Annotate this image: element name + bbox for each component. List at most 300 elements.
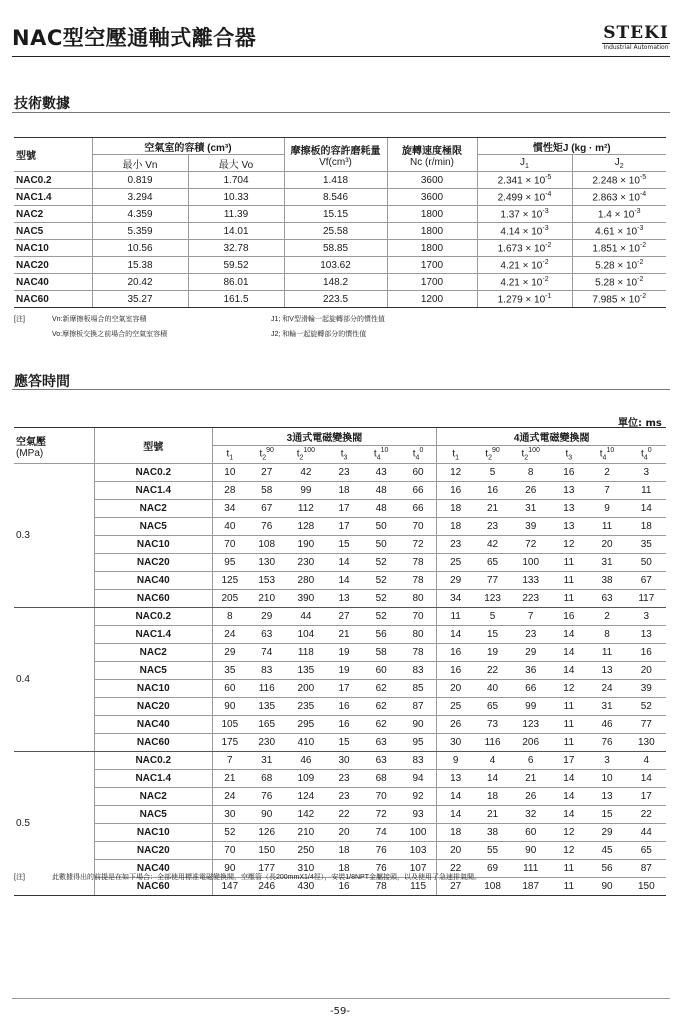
resp-row [14,788,666,806]
time-cell: 15 [325,734,362,752]
time-cell: 65 [474,698,511,716]
time-cell: 14 [550,806,587,824]
time-cell: 99 [286,482,325,500]
time-cell: 20 [627,662,666,680]
time-cell: 66 [400,482,437,500]
tech-note-3: J1; 和V型滑輪一起旋轉部分的慣性值 [271,316,385,323]
resp-row [14,554,666,572]
time-cell: 190 [286,536,325,554]
time-cell: 10 [212,464,247,482]
unit-label: 單位: ms [618,418,662,429]
time-cell: 95 [212,554,247,572]
time-cell: 206 [511,734,550,752]
time-cell: 295 [286,716,325,734]
time-cell: 128 [286,518,325,536]
time-cell: 31 [511,500,550,518]
time-cell: 58 [247,482,286,500]
h-j2: $J_2$ [572,155,666,172]
vf-cell: 8.546 [284,189,387,206]
time-cell: 200 [286,680,325,698]
time-cell: 100 [511,554,550,572]
time-cell: 19 [325,644,362,662]
time-cell: 390 [286,590,325,608]
time-cell: 87 [400,698,437,716]
time-cell: 11 [550,698,587,716]
time-cell: 16 [325,716,362,734]
time-cell: 18 [437,518,474,536]
time-cell: 21 [474,806,511,824]
time-cell: 29 [247,608,286,626]
logo-brand: STEKI [603,23,669,43]
time-cell: 99 [511,698,550,716]
model-cell: NAC2 [94,500,212,518]
time-cell: 77 [474,572,511,590]
time-cell: 78 [400,554,437,572]
vf-cell: 148.2 [284,274,387,291]
time-cell: 83 [400,752,437,770]
model-cell: NAC10 [94,680,212,698]
time-cell: 15 [587,806,626,824]
time-cell: 94 [400,770,437,788]
resp-row [14,752,666,770]
time-cell: 147 [212,878,247,896]
tech-row [14,206,666,223]
time-cell: 7 [587,482,626,500]
time-cell: 14 [550,662,587,680]
time-cell: 31 [587,554,626,572]
time-cell: 21 [325,626,362,644]
time-cell: 65 [627,842,666,860]
time-cell: 125 [212,572,247,590]
time-cell: 35 [627,536,666,554]
time-cell: 123 [474,590,511,608]
time-cell: 130 [627,734,666,752]
model-cell: NAC60 [94,878,212,896]
time-cell: 29 [511,644,550,662]
time-cell: 20 [587,536,626,554]
time-cell: 17 [627,788,666,806]
resp-row [14,662,666,680]
time-cell: 90 [212,860,247,878]
resp-note-tag: [注] [14,874,25,881]
resp-row [14,518,666,536]
model-cell: NAC0.2 [94,464,212,482]
time-cell: 15 [474,626,511,644]
nc-cell: 1700 [387,274,477,291]
nc-cell: 1200 [387,291,477,308]
pressure-cell: 0.3 [14,464,94,608]
time-cell: 66 [511,680,550,698]
pressure-cell: 0.4 [14,608,94,752]
time-cell: 280 [286,572,325,590]
vn-cell: 35.27 [92,291,188,308]
header-rule [12,56,670,57]
time-cell: 83 [247,662,286,680]
time-cell: 15 [325,536,362,554]
time-cell: 76 [247,518,286,536]
h-wear [284,138,387,172]
time-cell: 46 [286,752,325,770]
time-cell: 27 [325,608,362,626]
time-cell: 3 [627,464,666,482]
vo-cell: 59.52 [188,257,284,274]
time-cell: 44 [286,608,325,626]
h-inertia: 慣性矩J (kg · m²) [477,138,666,155]
resp-row [14,608,666,626]
time-cell: 8 [587,626,626,644]
time-cell: 69 [474,860,511,878]
resp-row [14,482,666,500]
time-cell: 13 [550,500,587,518]
time-cell: 60 [212,680,247,698]
time-cell: 77 [627,716,666,734]
tech-row [14,240,666,257]
resp-row [14,806,666,824]
time-cell: 23 [437,536,474,554]
time-cell: 23 [325,464,362,482]
j2-cell: $4.61 \times 10^{-3}$ [572,223,666,240]
model-cell: NAC1.4 [94,482,212,500]
time-cell: 11 [550,572,587,590]
time-cell: 210 [247,590,286,608]
resp-row [14,824,666,842]
time-cell: 50 [627,554,666,572]
j1-cell: $1.37 \times 10^{-3}$ [477,206,572,223]
time-cell: 103 [400,842,437,860]
time-cell: 50 [363,536,400,554]
time-cell: 210 [286,824,325,842]
time-cell: 38 [587,572,626,590]
time-cell: 6 [511,752,550,770]
j2-cell: $1.4 \times 10^{-3}$ [572,206,666,223]
time-cell: 11 [550,716,587,734]
resp-row [14,464,666,482]
time-cell: 16 [550,608,587,626]
time-cell: 205 [212,590,247,608]
tech-note-tag: [注] [14,316,25,323]
resp-section-rule [12,389,670,390]
time-cell: 92 [400,788,437,806]
time-cell: 11 [627,482,666,500]
time-cell: 130 [247,554,286,572]
time-cell: 18 [325,482,362,500]
j1-cell: $4.21 \times 10^{-2}$ [477,257,572,274]
j1-cell: $4.21 \times 10^{-2}$ [477,274,572,291]
time-cell: 13 [587,788,626,806]
time-cell: 16 [325,698,362,716]
tech-note-2: Vo:摩擦板交換之前場合的空氣室容積 [52,331,168,338]
vo-cell: 10.33 [188,189,284,206]
time-cell: 73 [474,716,511,734]
resp-row [14,698,666,716]
tech-note-1: Vn:新摩擦板場合的空氣室容積 [52,316,147,323]
time-cell: 14 [550,644,587,662]
col-head-t4-4: $t_4^{10}$ [587,446,626,464]
model-cell: NAC5 [94,806,212,824]
time-cell: 9 [587,500,626,518]
time-cell: 118 [286,644,325,662]
time-cell: 11 [587,518,626,536]
time-cell: 22 [437,860,474,878]
time-cell: 14 [437,806,474,824]
time-cell: 28 [212,482,247,500]
tech-section-rule [12,112,670,113]
tech-row [14,172,666,189]
time-cell: 108 [247,536,286,554]
time-cell: 62 [363,680,400,698]
time-cell: 16 [550,464,587,482]
model-cell: NAC2 [14,206,92,223]
time-cell: 44 [627,824,666,842]
time-cell: 4 [627,752,666,770]
time-cell: 5 [474,608,511,626]
time-cell: 55 [474,842,511,860]
footer-rule [12,998,670,999]
time-cell: 16 [437,644,474,662]
vf-cell: 25.58 [284,223,387,240]
vo-cell: 14.01 [188,223,284,240]
vf-cell: 223.5 [284,291,387,308]
time-cell: 112 [286,500,325,518]
time-cell: 13 [437,770,474,788]
model-cell: NAC40 [94,716,212,734]
time-cell: 8 [212,608,247,626]
company-logo [600,24,672,52]
time-cell: 17 [550,752,587,770]
time-cell: 175 [212,734,247,752]
time-cell: 70 [363,788,400,806]
h-speed-1: 旋轉速度極限 [402,145,462,157]
time-cell: 72 [363,806,400,824]
time-cell: 2 [587,464,626,482]
resp-note: 此數據得出的前提是在如下場合：全部使用標准電磁變換閥，空壓管（長200mmX1/4徑），安裝1/8NPT金屬接頭，以及使用了急速排氣閥。 [52,874,481,881]
time-cell: 13 [550,482,587,500]
time-cell: 42 [286,464,325,482]
time-cell: 78 [400,572,437,590]
vn-cell: 3.294 [92,189,188,206]
time-cell: 12 [550,680,587,698]
j2-cell: $2.248 \times 10^{-5}$ [572,172,666,189]
time-cell: 18 [627,518,666,536]
time-cell: 9 [437,752,474,770]
time-cell: 67 [247,500,286,518]
model-cell: NAC10 [14,240,92,257]
col-head-t3-3: $t_3$ [325,446,362,464]
time-cell: 48 [363,482,400,500]
time-cell: 23 [474,518,511,536]
col-head-t4-1: $t_2^{90}$ [474,446,511,464]
vo-cell: 86.01 [188,274,284,291]
nc-cell: 1800 [387,206,477,223]
j2-cell: $5.28 \times 10^{-2}$ [572,274,666,291]
resp-row [14,680,666,698]
time-cell: 24 [212,626,247,644]
time-cell: 70 [212,842,247,860]
vn-cell: 15.38 [92,257,188,274]
h-resp-model: 型號 [94,428,212,464]
time-cell: 13 [587,662,626,680]
tech-section-title: 技術數據 [14,96,70,112]
time-cell: 3 [587,752,626,770]
time-cell: 117 [627,590,666,608]
time-cell: 50 [363,518,400,536]
time-cell: 90 [400,716,437,734]
time-cell: 235 [286,698,325,716]
vf-cell: 1.418 [284,172,387,189]
time-cell: 14 [437,788,474,806]
time-cell: 135 [286,662,325,680]
time-cell: 177 [247,860,286,878]
time-cell: 25 [437,554,474,572]
time-cell: 108 [474,878,511,896]
h-speed [387,138,477,172]
time-cell: 430 [286,878,325,896]
time-cell: 13 [627,626,666,644]
time-cell: 70 [400,608,437,626]
time-cell: 52 [363,608,400,626]
j1-cell: $2.499 \times 10^{-4}$ [477,189,572,206]
time-cell: 63 [587,590,626,608]
col-head-t4-2: $t_2^{100}$ [511,446,550,464]
time-cell: 11 [550,878,587,896]
time-cell: 42 [474,536,511,554]
time-cell: 12 [437,464,474,482]
h-j1: $J_1$ [477,155,572,172]
time-cell: 20 [437,680,474,698]
time-cell: 30 [212,806,247,824]
time-cell: 11 [550,554,587,572]
time-cell: 19 [474,644,511,662]
time-cell: 116 [247,680,286,698]
time-cell: 26 [437,716,474,734]
tech-row [14,189,666,206]
time-cell: 85 [400,680,437,698]
vf-cell: 15.15 [284,206,387,223]
j2-cell: $5.28 \times 10^{-2}$ [572,257,666,274]
nc-cell: 1800 [387,240,477,257]
col-head-t3-5: $t_4^0$ [400,446,437,464]
time-cell: 78 [400,644,437,662]
model-cell: NAC5 [94,662,212,680]
h-model: 型號 [14,138,92,172]
resp-row [14,716,666,734]
time-cell: 21 [474,500,511,518]
time-cell: 56 [363,626,400,644]
h-wear-2: Vf(cm³) [319,156,352,168]
time-cell: 107 [400,860,437,878]
vn-cell: 0.819 [92,172,188,189]
time-cell: 40 [474,680,511,698]
time-cell: 126 [247,824,286,842]
tech-row [14,257,666,274]
time-cell: 30 [437,734,474,752]
vf-cell: 58.85 [284,240,387,257]
time-cell: 31 [247,752,286,770]
time-cell: 52 [212,824,247,842]
h-speed-2: Nc (r/min) [410,156,454,168]
h-pressure-2: (MPa) [16,447,44,459]
time-cell: 14 [550,788,587,806]
time-cell: 250 [286,842,325,860]
time-cell: 26 [511,482,550,500]
time-cell: 78 [363,878,400,896]
time-cell: 29 [212,644,247,662]
time-cell: 230 [247,734,286,752]
col-head-t3-2: $t_2^{100}$ [286,446,325,464]
time-cell: 11 [587,644,626,662]
time-cell: 35 [212,662,247,680]
model-cell: NAC0.2 [14,172,92,189]
time-cell: 14 [627,500,666,518]
time-cell: 16 [325,878,362,896]
time-cell: 5 [474,464,511,482]
time-cell: 76 [363,842,400,860]
time-cell: 14 [550,770,587,788]
resp-row [14,536,666,554]
time-cell: 24 [587,680,626,698]
nc-cell: 1800 [387,223,477,240]
vn-cell: 5.359 [92,223,188,240]
nc-cell: 3600 [387,189,477,206]
col-head-t3-4: $t_4^{10}$ [363,446,400,464]
tech-data-table [14,137,666,308]
j1-cell: $2.341 \times 10^{-5}$ [477,172,572,189]
time-cell: 20 [325,824,362,842]
time-cell: 62 [363,716,400,734]
time-cell: 223 [511,590,550,608]
time-cell: 32 [511,806,550,824]
time-cell: 22 [474,662,511,680]
time-cell: 4 [474,752,511,770]
time-cell: 72 [400,536,437,554]
model-cell: NAC1.4 [94,770,212,788]
time-cell: 34 [212,500,247,518]
time-cell: 27 [247,464,286,482]
model-cell: NAC20 [94,842,212,860]
time-cell: 31 [587,698,626,716]
time-cell: 410 [286,734,325,752]
time-cell: 11 [550,590,587,608]
time-cell: 104 [286,626,325,644]
time-cell: 39 [511,518,550,536]
tech-row [14,223,666,240]
model-cell: NAC10 [94,536,212,554]
time-cell: 23 [511,626,550,644]
h-vmax: 最大 Vo [188,155,284,172]
time-cell: 16 [437,662,474,680]
time-cell: 18 [325,842,362,860]
time-cell: 38 [474,824,511,842]
resp-row [14,500,666,518]
vo-cell: 11.39 [188,206,284,223]
model-cell: NAC0.2 [94,752,212,770]
time-cell: 246 [247,878,286,896]
time-cell: 17 [325,500,362,518]
page-number: -59- [330,1006,350,1017]
h-pressure [14,428,94,464]
model-cell: NAC60 [94,734,212,752]
vn-cell: 10.56 [92,240,188,257]
time-cell: 16 [627,644,666,662]
model-cell: NAC0.2 [94,608,212,626]
resp-section-title: 應答時間 [14,374,70,390]
tech-row [14,291,666,308]
time-cell: 20 [437,842,474,860]
h-pressure-1: 空氣壓 [16,436,46,448]
time-cell: 12 [550,824,587,842]
time-cell: 26 [511,788,550,806]
time-cell: 62 [363,698,400,716]
